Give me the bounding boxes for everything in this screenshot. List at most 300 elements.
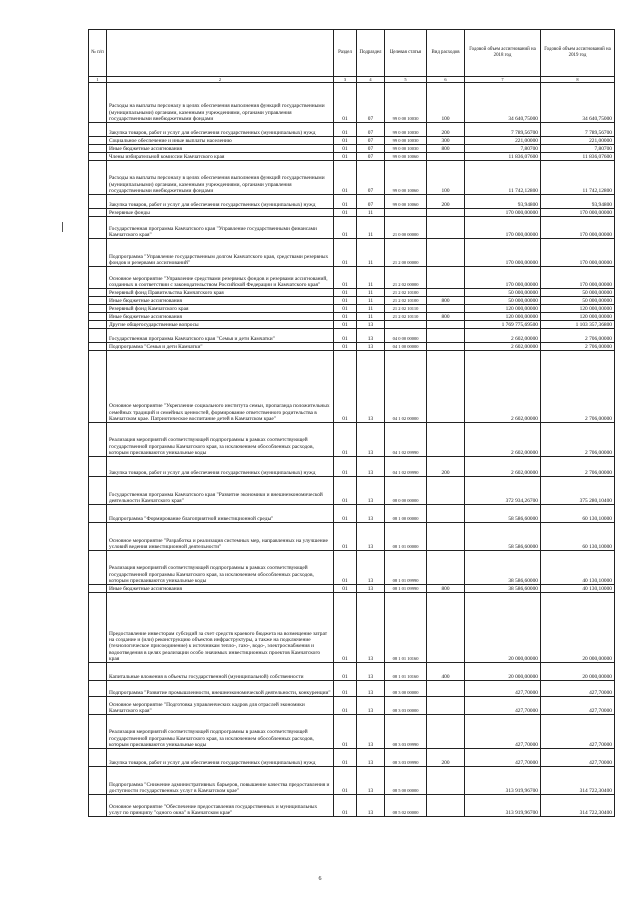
row-section-cell: 01 xyxy=(334,681,357,697)
row-subsection-cell: 13 xyxy=(357,697,385,715)
table-row xyxy=(89,161,615,195)
row-target-article-cell: 08 3 00 00000 xyxy=(385,681,427,697)
budget-table-sheet xyxy=(88,29,614,817)
row-allocation-2018-cell: 58 586,60000 xyxy=(465,505,541,523)
table-row xyxy=(89,697,615,715)
row-name-cell: Закупка товаров, работ и услуг для обеспечения государственных (муниципальных) нужд xyxy=(107,123,334,137)
row-allocation-2018-cell: 38 586,60000 xyxy=(465,585,541,593)
row-allocation-2019-cell: 427,70000 xyxy=(541,697,615,715)
row-num-cell xyxy=(89,767,107,795)
header-target-article: Целевая статья xyxy=(385,30,427,77)
row-target-article-cell: 21 2 02 00000 xyxy=(385,267,427,289)
row-allocation-2019-cell: 2 706,00000 xyxy=(541,423,615,457)
row-num-cell xyxy=(89,715,107,749)
table-row xyxy=(89,195,615,209)
row-allocation-2019-cell: 2 706,00000 xyxy=(541,329,615,343)
row-allocation-2018-cell: 7 789,56700 xyxy=(465,123,541,137)
row-name-cell: Подпрограмма "Семья и дети Камчатки" xyxy=(107,343,334,351)
row-subsection-cell: 13 xyxy=(357,505,385,523)
row-target-article-cell: 99 0 00 10060 xyxy=(385,161,427,195)
row-expense-type-cell xyxy=(427,795,465,817)
table-row xyxy=(89,289,615,297)
row-expense-type-cell xyxy=(427,523,465,551)
table-row xyxy=(89,329,615,343)
row-target-article-cell: 08 3 03 09990 xyxy=(385,715,427,749)
row-num-cell xyxy=(89,239,107,267)
row-allocation-2018-cell: 11 836,07600 xyxy=(465,153,541,161)
row-allocation-2019-cell: 7 789,56700 xyxy=(541,123,615,137)
row-expense-type-cell xyxy=(427,351,465,423)
row-num-cell xyxy=(89,795,107,817)
row-allocation-2019-cell: 93,94800 xyxy=(541,195,615,209)
row-section-cell: 01 xyxy=(334,523,357,551)
row-section-cell: 01 xyxy=(334,145,357,153)
row-target-article-cell: 08 3 03 09990 xyxy=(385,749,427,767)
row-expense-type-cell xyxy=(427,321,465,329)
row-allocation-2018-cell: 170 000,00000 xyxy=(465,209,541,217)
row-subsection-cell: 13 xyxy=(357,457,385,477)
row-name-cell: Капитальные вложения в объекты государственной (муниципальной) собственности xyxy=(107,663,334,681)
header-expense-type: Вид расходов xyxy=(427,30,465,77)
header-subsection: Подраздел xyxy=(357,30,385,77)
row-num-cell xyxy=(89,321,107,329)
row-allocation-2018-cell: 2 602,00000 xyxy=(465,457,541,477)
row-expense-type-cell: 400 xyxy=(427,663,465,681)
row-expense-type-cell: 100 xyxy=(427,83,465,123)
row-allocation-2019-cell: 60 130,10000 xyxy=(541,523,615,551)
table-row xyxy=(89,297,615,305)
row-target-article-cell: 04 1 00 00000 xyxy=(385,343,427,351)
row-name-cell: Подпрограмма "Развитие промышленности, внешнеэкономической деятельности, конкуренции" xyxy=(107,681,334,697)
table-row xyxy=(89,551,615,585)
row-allocation-2019-cell: 2 706,00000 xyxy=(541,343,615,351)
row-allocation-2018-cell: 170 000,00000 xyxy=(465,217,541,239)
row-expense-type-cell xyxy=(427,505,465,523)
row-target-article-cell: 21 2 02 10100 xyxy=(385,297,427,305)
row-section-cell: 01 xyxy=(334,123,357,137)
row-allocation-2018-cell: 120 000,00000 xyxy=(465,313,541,321)
row-num-cell xyxy=(89,145,107,153)
table-row xyxy=(89,123,615,137)
row-subsection-cell: 13 xyxy=(357,663,385,681)
row-name-cell: Реализация мероприятий соответствующей подпрограммы в рамках соответствующей государственной программы Камчатского края, за исключением обособленных расходов, которым присваиваются уникальные коды xyxy=(107,551,334,585)
row-allocation-2019-cell: 170 000,00000 xyxy=(541,209,615,217)
row-name-cell: Резервный фонд Камчатского края xyxy=(107,305,334,313)
row-num-cell xyxy=(89,289,107,297)
row-num-cell xyxy=(89,153,107,161)
row-name-cell: Социальное обеспечение и иные выплаты населению xyxy=(107,137,334,145)
row-subsection-cell: 13 xyxy=(357,795,385,817)
row-target-article-cell: 04 0 00 00000 xyxy=(385,329,427,343)
row-num-cell xyxy=(89,313,107,321)
row-name-cell: Основное мероприятие "Подготовка управленческих кадров для отраслей экономики Камчатского края" xyxy=(107,697,334,715)
row-num-cell xyxy=(89,593,107,663)
column-index: 1 xyxy=(89,77,107,83)
table-row xyxy=(89,585,615,593)
row-name-cell: Государственная программа Камчатского края "Семья и дети Камчатки" xyxy=(107,329,334,343)
row-section-cell: 01 xyxy=(334,161,357,195)
row-expense-type-cell xyxy=(427,329,465,343)
row-target-article-cell: 99 0 00 10030 xyxy=(385,137,427,145)
row-target-article-cell: 99 0 00 10060 xyxy=(385,195,427,209)
row-allocation-2018-cell: 11 742,12800 xyxy=(465,161,541,195)
table-row xyxy=(89,593,615,663)
row-expense-type-cell: 200 xyxy=(427,457,465,477)
row-num-cell xyxy=(89,351,107,423)
row-subsection-cell: 11 xyxy=(357,239,385,267)
row-num-cell xyxy=(89,161,107,195)
row-name-cell: Резервные фонды xyxy=(107,209,334,217)
row-num-cell xyxy=(89,209,107,217)
row-section-cell: 01 xyxy=(334,351,357,423)
row-expense-type-cell xyxy=(427,289,465,297)
header-allocation-2018: Годовой объем ассигнований на 2018 год xyxy=(465,30,541,77)
row-target-article-cell: 21 2 02 10110 xyxy=(385,313,427,321)
row-subsection-cell: 13 xyxy=(357,351,385,423)
table-row xyxy=(89,795,615,817)
row-expense-type-cell xyxy=(427,767,465,795)
row-expense-type-cell: 200 xyxy=(427,195,465,209)
row-section-cell: 01 xyxy=(334,663,357,681)
row-num-cell xyxy=(89,343,107,351)
column-index: 2 xyxy=(107,77,334,83)
row-target-article-cell: 04 1 02 09990 xyxy=(385,423,427,457)
row-name-cell: Предоставление инвесторам субсидий за счет средств краевого бюджета на возмещение затрат на создание и (или) реконструкцию объектов инфраструктуры, а также на подключение (технологическое присоединение) к источникам тепло-, газо-, водо-, электроснабжения и водоотведения в целях реализации особо значимых инвестиционных проектов Камчатского края xyxy=(107,593,334,663)
row-allocation-2019-cell: 20 000,00000 xyxy=(541,593,615,663)
row-num-cell xyxy=(89,217,107,239)
row-expense-type-cell xyxy=(427,697,465,715)
row-allocation-2019-cell: 120 000,00000 xyxy=(541,305,615,313)
row-name-cell: Основное мероприятие "Разработка и реализация системных мер, направленных на улучшение условий ведения инвестиционной деятельности" xyxy=(107,523,334,551)
row-expense-type-cell xyxy=(427,477,465,505)
row-expense-type-cell xyxy=(427,681,465,697)
row-allocation-2019-cell: 2 706,00000 xyxy=(541,351,615,423)
row-section-cell: 01 xyxy=(334,297,357,305)
row-section-cell: 01 xyxy=(334,195,357,209)
table-row xyxy=(89,145,615,153)
row-allocation-2019-cell: 427,70000 xyxy=(541,715,615,749)
row-allocation-2019-cell: 314 722,30400 xyxy=(541,795,615,817)
row-section-cell: 01 xyxy=(334,313,357,321)
table-row xyxy=(89,313,615,321)
table-row xyxy=(89,217,615,239)
row-allocation-2019-cell: 60 130,10000 xyxy=(541,505,615,523)
row-num-cell xyxy=(89,457,107,477)
row-num-cell xyxy=(89,663,107,681)
row-target-article-cell: 21 2 02 10110 xyxy=(385,305,427,313)
row-subsection-cell: 11 xyxy=(357,217,385,239)
row-expense-type-cell xyxy=(427,343,465,351)
row-name-cell: Закупка товаров, работ и услуг для обеспечения государственных (муниципальных) нужд xyxy=(107,749,334,767)
table-row xyxy=(89,767,615,795)
table-row xyxy=(89,267,615,289)
table-row xyxy=(89,239,615,267)
table-row xyxy=(89,351,615,423)
row-section-cell: 01 xyxy=(334,137,357,145)
row-name-cell: Подпрограмма "Снижение административных барьеров, повышение качества предоставления и доступности государственных услуг в Камчатском крае" xyxy=(107,767,334,795)
row-section-cell: 01 xyxy=(334,153,357,161)
row-target-article-cell: 08 5 02 00000 xyxy=(385,795,427,817)
row-num-cell xyxy=(89,477,107,505)
column-index: 4 xyxy=(357,77,385,83)
row-target-article-cell: 99 0 00 10060 xyxy=(385,153,427,161)
row-subsection-cell: 11 xyxy=(357,267,385,289)
row-expense-type-cell: 800 xyxy=(427,297,465,305)
row-allocation-2018-cell: 221,00000 xyxy=(465,137,541,145)
budget-allocation-table xyxy=(88,29,615,817)
row-target-article-cell: 08 1 01 10160 xyxy=(385,593,427,663)
row-num-cell xyxy=(89,749,107,767)
row-target-article-cell: 99 0 00 10030 xyxy=(385,145,427,153)
table-row xyxy=(89,457,615,477)
row-expense-type-cell: 300 xyxy=(427,137,465,145)
row-target-article-cell: 21 0 00 00000 xyxy=(385,217,427,239)
row-subsection-cell: 13 xyxy=(357,593,385,663)
page-number: 6 xyxy=(318,876,322,882)
table-row xyxy=(89,209,615,217)
row-name-cell: Основное мероприятие "Укрепление социального института семьи, пропаганда положительных семейных традиций и семейных ценностей, формирование ответственного родительства в Камчатском крае. Патриотическое воспитание детей в Камчатском крае" xyxy=(107,351,334,423)
row-allocation-2018-cell: 1 769 775,69500 xyxy=(465,321,541,329)
row-subsection-cell: 13 xyxy=(357,681,385,697)
row-section-cell: 01 xyxy=(334,343,357,351)
column-index: 3 xyxy=(334,77,357,83)
row-allocation-2019-cell: 170 000,00000 xyxy=(541,239,615,267)
row-section-cell: 01 xyxy=(334,477,357,505)
row-num-cell xyxy=(89,505,107,523)
row-num-cell xyxy=(89,329,107,343)
row-target-article-cell: 99 0 00 10030 xyxy=(385,83,427,123)
row-name-cell: Основное мероприятие "Обеспечение предоставления государственных и муниципальных услуг по принципу "одного окна" в Камчатском крае" xyxy=(107,795,334,817)
row-allocation-2018-cell: 427,70000 xyxy=(465,697,541,715)
row-subsection-cell: 13 xyxy=(357,523,385,551)
row-expense-type-cell xyxy=(427,423,465,457)
row-subsection-cell: 07 xyxy=(357,137,385,145)
row-num-cell xyxy=(89,681,107,697)
row-section-cell: 01 xyxy=(334,767,357,795)
row-section-cell: 01 xyxy=(334,329,357,343)
row-name-cell: Расходы на выплаты персоналу в целях обеспечения выполнения функций государственными (муниципальными) органами, казенными учреждениями, органами управления государственными внебюджетными фондами xyxy=(107,161,334,195)
row-section-cell: 01 xyxy=(334,239,357,267)
row-allocation-2019-cell: 221,00000 xyxy=(541,137,615,145)
row-subsection-cell: 13 xyxy=(357,343,385,351)
row-expense-type-cell: 800 xyxy=(427,585,465,593)
column-index: 6 xyxy=(427,77,465,83)
row-name-cell: Реализация мероприятий соответствующей подпрограммы в рамках соответствующей государственной программы Камчатского края, за исключением обособленных расходов, которым присваиваются уникальные коды xyxy=(107,423,334,457)
row-allocation-2019-cell: 170 000,00000 xyxy=(541,267,615,289)
table-row xyxy=(89,305,615,313)
row-allocation-2018-cell: 120 000,00000 xyxy=(465,305,541,313)
row-subsection-cell: 07 xyxy=(357,83,385,123)
row-allocation-2018-cell: 2 602,00000 xyxy=(465,343,541,351)
row-name-cell: Члены избирательной комиссии Камчатского края xyxy=(107,153,334,161)
row-expense-type-cell: 200 xyxy=(427,749,465,767)
row-expense-type-cell xyxy=(427,153,465,161)
row-allocation-2019-cell: 427,70000 xyxy=(541,749,615,767)
row-target-article-cell: 08 3 03 00000 xyxy=(385,697,427,715)
row-name-cell: Закупка товаров, работ и услуг для обеспечения государственных (муниципальных) нужд xyxy=(107,195,334,209)
row-allocation-2019-cell: 20 000,00000 xyxy=(541,663,615,681)
table-row xyxy=(89,153,615,161)
table-row xyxy=(89,423,615,457)
row-subsection-cell: 07 xyxy=(357,161,385,195)
row-name-cell: Резервный фонд Правительства Камчатского края xyxy=(107,289,334,297)
row-allocation-2019-cell: 1 103 357,36800 xyxy=(541,321,615,329)
table-row xyxy=(89,477,615,505)
row-allocation-2018-cell: 170 000,00000 xyxy=(465,239,541,267)
row-expense-type-cell: 800 xyxy=(427,313,465,321)
table-row xyxy=(89,505,615,523)
row-num-cell xyxy=(89,551,107,585)
row-num-cell xyxy=(89,423,107,457)
row-section-cell: 01 xyxy=(334,83,357,123)
row-section-cell: 01 xyxy=(334,795,357,817)
table-row xyxy=(89,83,615,123)
row-subsection-cell: 13 xyxy=(357,767,385,795)
row-allocation-2019-cell: 427,70000 xyxy=(541,681,615,697)
row-num-cell xyxy=(89,137,107,145)
row-subsection-cell: 13 xyxy=(357,477,385,505)
row-allocation-2019-cell: 50 000,00000 xyxy=(541,289,615,297)
row-expense-type-cell xyxy=(427,209,465,217)
row-subsection-cell: 11 xyxy=(357,297,385,305)
row-name-cell: Иные бюджетные ассигнования xyxy=(107,145,334,153)
row-allocation-2018-cell: 2 602,00000 xyxy=(465,351,541,423)
row-target-article-cell: 21 2 02 10100 xyxy=(385,289,427,297)
row-subsection-cell: 13 xyxy=(357,321,385,329)
row-allocation-2018-cell: 38 586,60000 xyxy=(465,551,541,585)
table-row xyxy=(89,663,615,681)
row-name-cell: Подпрограмма "Формирование благоприятной инвестиционной среды" xyxy=(107,505,334,523)
row-subsection-cell: 11 xyxy=(357,313,385,321)
row-name-cell: Закупка товаров, работ и услуг для обеспечения государственных (муниципальных) нужд xyxy=(107,457,334,477)
row-allocation-2018-cell: 20 000,00000 xyxy=(465,593,541,663)
row-allocation-2019-cell: 34 640,75000 xyxy=(541,83,615,123)
row-target-article-cell: 99 0 00 10030 xyxy=(385,123,427,137)
row-num-cell xyxy=(89,83,107,123)
row-subsection-cell: 07 xyxy=(357,195,385,209)
row-allocation-2019-cell: 40 130,10000 xyxy=(541,585,615,593)
row-section-cell: 01 xyxy=(334,505,357,523)
row-allocation-2019-cell: 2 706,00000 xyxy=(541,457,615,477)
row-num-cell xyxy=(89,697,107,715)
row-section-cell: 01 xyxy=(334,585,357,593)
row-allocation-2019-cell: 7,80700 xyxy=(541,145,615,153)
column-index: 7 xyxy=(465,77,541,83)
row-name-cell: Основное мероприятие "Управление средствами резервных фондов и резервами ассигнований, созданных в соответствии с законодательством Российской Федерации и Камчатского края" xyxy=(107,267,334,289)
row-section-cell: 01 xyxy=(334,209,357,217)
row-section-cell: 01 xyxy=(334,267,357,289)
table-row xyxy=(89,749,615,767)
row-target-article-cell: 08 1 01 09990 xyxy=(385,551,427,585)
row-allocation-2018-cell: 58 586,60000 xyxy=(465,523,541,551)
row-section-cell: 01 xyxy=(334,321,357,329)
row-name-cell: Иные бюджетные ассигнования xyxy=(107,297,334,305)
row-allocation-2018-cell: 50 000,00000 xyxy=(465,297,541,305)
header-section: Раздел xyxy=(334,30,357,77)
row-num-cell xyxy=(89,523,107,551)
row-expense-type-cell xyxy=(427,305,465,313)
row-allocation-2018-cell: 2 602,00000 xyxy=(465,329,541,343)
row-subsection-cell: 07 xyxy=(357,123,385,137)
row-section-cell: 01 xyxy=(334,423,357,457)
table-row xyxy=(89,715,615,749)
row-allocation-2018-cell: 93,94800 xyxy=(465,195,541,209)
row-target-article-cell: 08 1 01 10160 xyxy=(385,663,427,681)
row-allocation-2018-cell: 50 000,00000 xyxy=(465,289,541,297)
row-target-article-cell: 08 1 00 00000 xyxy=(385,505,427,523)
row-section-cell: 01 xyxy=(334,551,357,585)
row-target-article-cell xyxy=(385,209,427,217)
row-num-cell xyxy=(89,297,107,305)
scan-edge-mark xyxy=(62,222,63,232)
table-body xyxy=(89,83,615,817)
row-target-article-cell: 08 0 00 00000 xyxy=(385,477,427,505)
row-section-cell: 01 xyxy=(334,289,357,297)
row-allocation-2019-cell: 120 000,00000 xyxy=(541,313,615,321)
row-target-article-cell: 21 2 00 00000 xyxy=(385,239,427,267)
row-section-cell: 01 xyxy=(334,715,357,749)
row-subsection-cell: 13 xyxy=(357,715,385,749)
row-expense-type-cell xyxy=(427,267,465,289)
row-name-cell: Иные бюджетные ассигнования xyxy=(107,313,334,321)
row-num-cell xyxy=(89,123,107,137)
row-expense-type-cell: 100 xyxy=(427,161,465,195)
table-row xyxy=(89,343,615,351)
row-allocation-2019-cell: 314 722,30400 xyxy=(541,767,615,795)
row-target-article-cell: 08 1 01 00000 xyxy=(385,523,427,551)
row-name-cell: Другие общегосударственные вопросы xyxy=(107,321,334,329)
row-allocation-2018-cell: 313 919,96700 xyxy=(465,795,541,817)
row-num-cell xyxy=(89,195,107,209)
row-allocation-2018-cell: 170 000,00000 xyxy=(465,267,541,289)
row-name-cell: Расходы на выплаты персоналу в целях обеспечения выполнения функций государственными (муниципальными) органами, казенными учреждениями, органами управления государственными внебюджетными фондами xyxy=(107,83,334,123)
row-allocation-2018-cell: 313 919,96700 xyxy=(465,767,541,795)
row-expense-type-cell xyxy=(427,217,465,239)
row-section-cell: 01 xyxy=(334,457,357,477)
row-target-article-cell: 08 5 00 00000 xyxy=(385,767,427,795)
table-row xyxy=(89,523,615,551)
row-expense-type-cell xyxy=(427,715,465,749)
row-name-cell: Государственная программа Камчатского края "Развитие экономики и внешнеэкономической деятельности Камчатского края" xyxy=(107,477,334,505)
row-target-article-cell: 04 1 02 09990 xyxy=(385,457,427,477)
header-allocation-2019: Годовой объем ассигнований на 2019 год xyxy=(541,30,615,77)
header-name xyxy=(107,30,334,77)
column-index: 5 xyxy=(385,77,427,83)
row-allocation-2018-cell: 427,70000 xyxy=(465,681,541,697)
row-subsection-cell: 07 xyxy=(357,145,385,153)
row-expense-type-cell xyxy=(427,593,465,663)
row-allocation-2019-cell: 50 000,00000 xyxy=(541,297,615,305)
row-allocation-2018-cell: 2 602,00000 xyxy=(465,423,541,457)
row-subsection-cell: 13 xyxy=(357,585,385,593)
row-allocation-2019-cell: 170 000,00000 xyxy=(541,217,615,239)
table-row xyxy=(89,681,615,697)
row-subsection-cell: 11 xyxy=(357,305,385,313)
row-name-cell: Подпрограмма "Управление государственным долгом Камчатского края, средствами резервных фондов и резервами ассигнований" xyxy=(107,239,334,267)
row-subsection-cell: 13 xyxy=(357,423,385,457)
row-target-article-cell: 04 1 02 00000 xyxy=(385,351,427,423)
row-name-cell: Государственная программа Камчатского края "Управление государственными финансами Камчатского края" xyxy=(107,217,334,239)
row-allocation-2019-cell: 11 742,12800 xyxy=(541,161,615,195)
row-expense-type-cell xyxy=(427,239,465,267)
row-allocation-2019-cell: 11 836,07600 xyxy=(541,153,615,161)
row-section-cell: 01 xyxy=(334,593,357,663)
row-section-cell: 01 xyxy=(334,217,357,239)
row-subsection-cell: 07 xyxy=(357,153,385,161)
row-allocation-2019-cell: 375 280,10400 xyxy=(541,477,615,505)
header-row xyxy=(89,30,615,77)
row-expense-type-cell xyxy=(427,551,465,585)
